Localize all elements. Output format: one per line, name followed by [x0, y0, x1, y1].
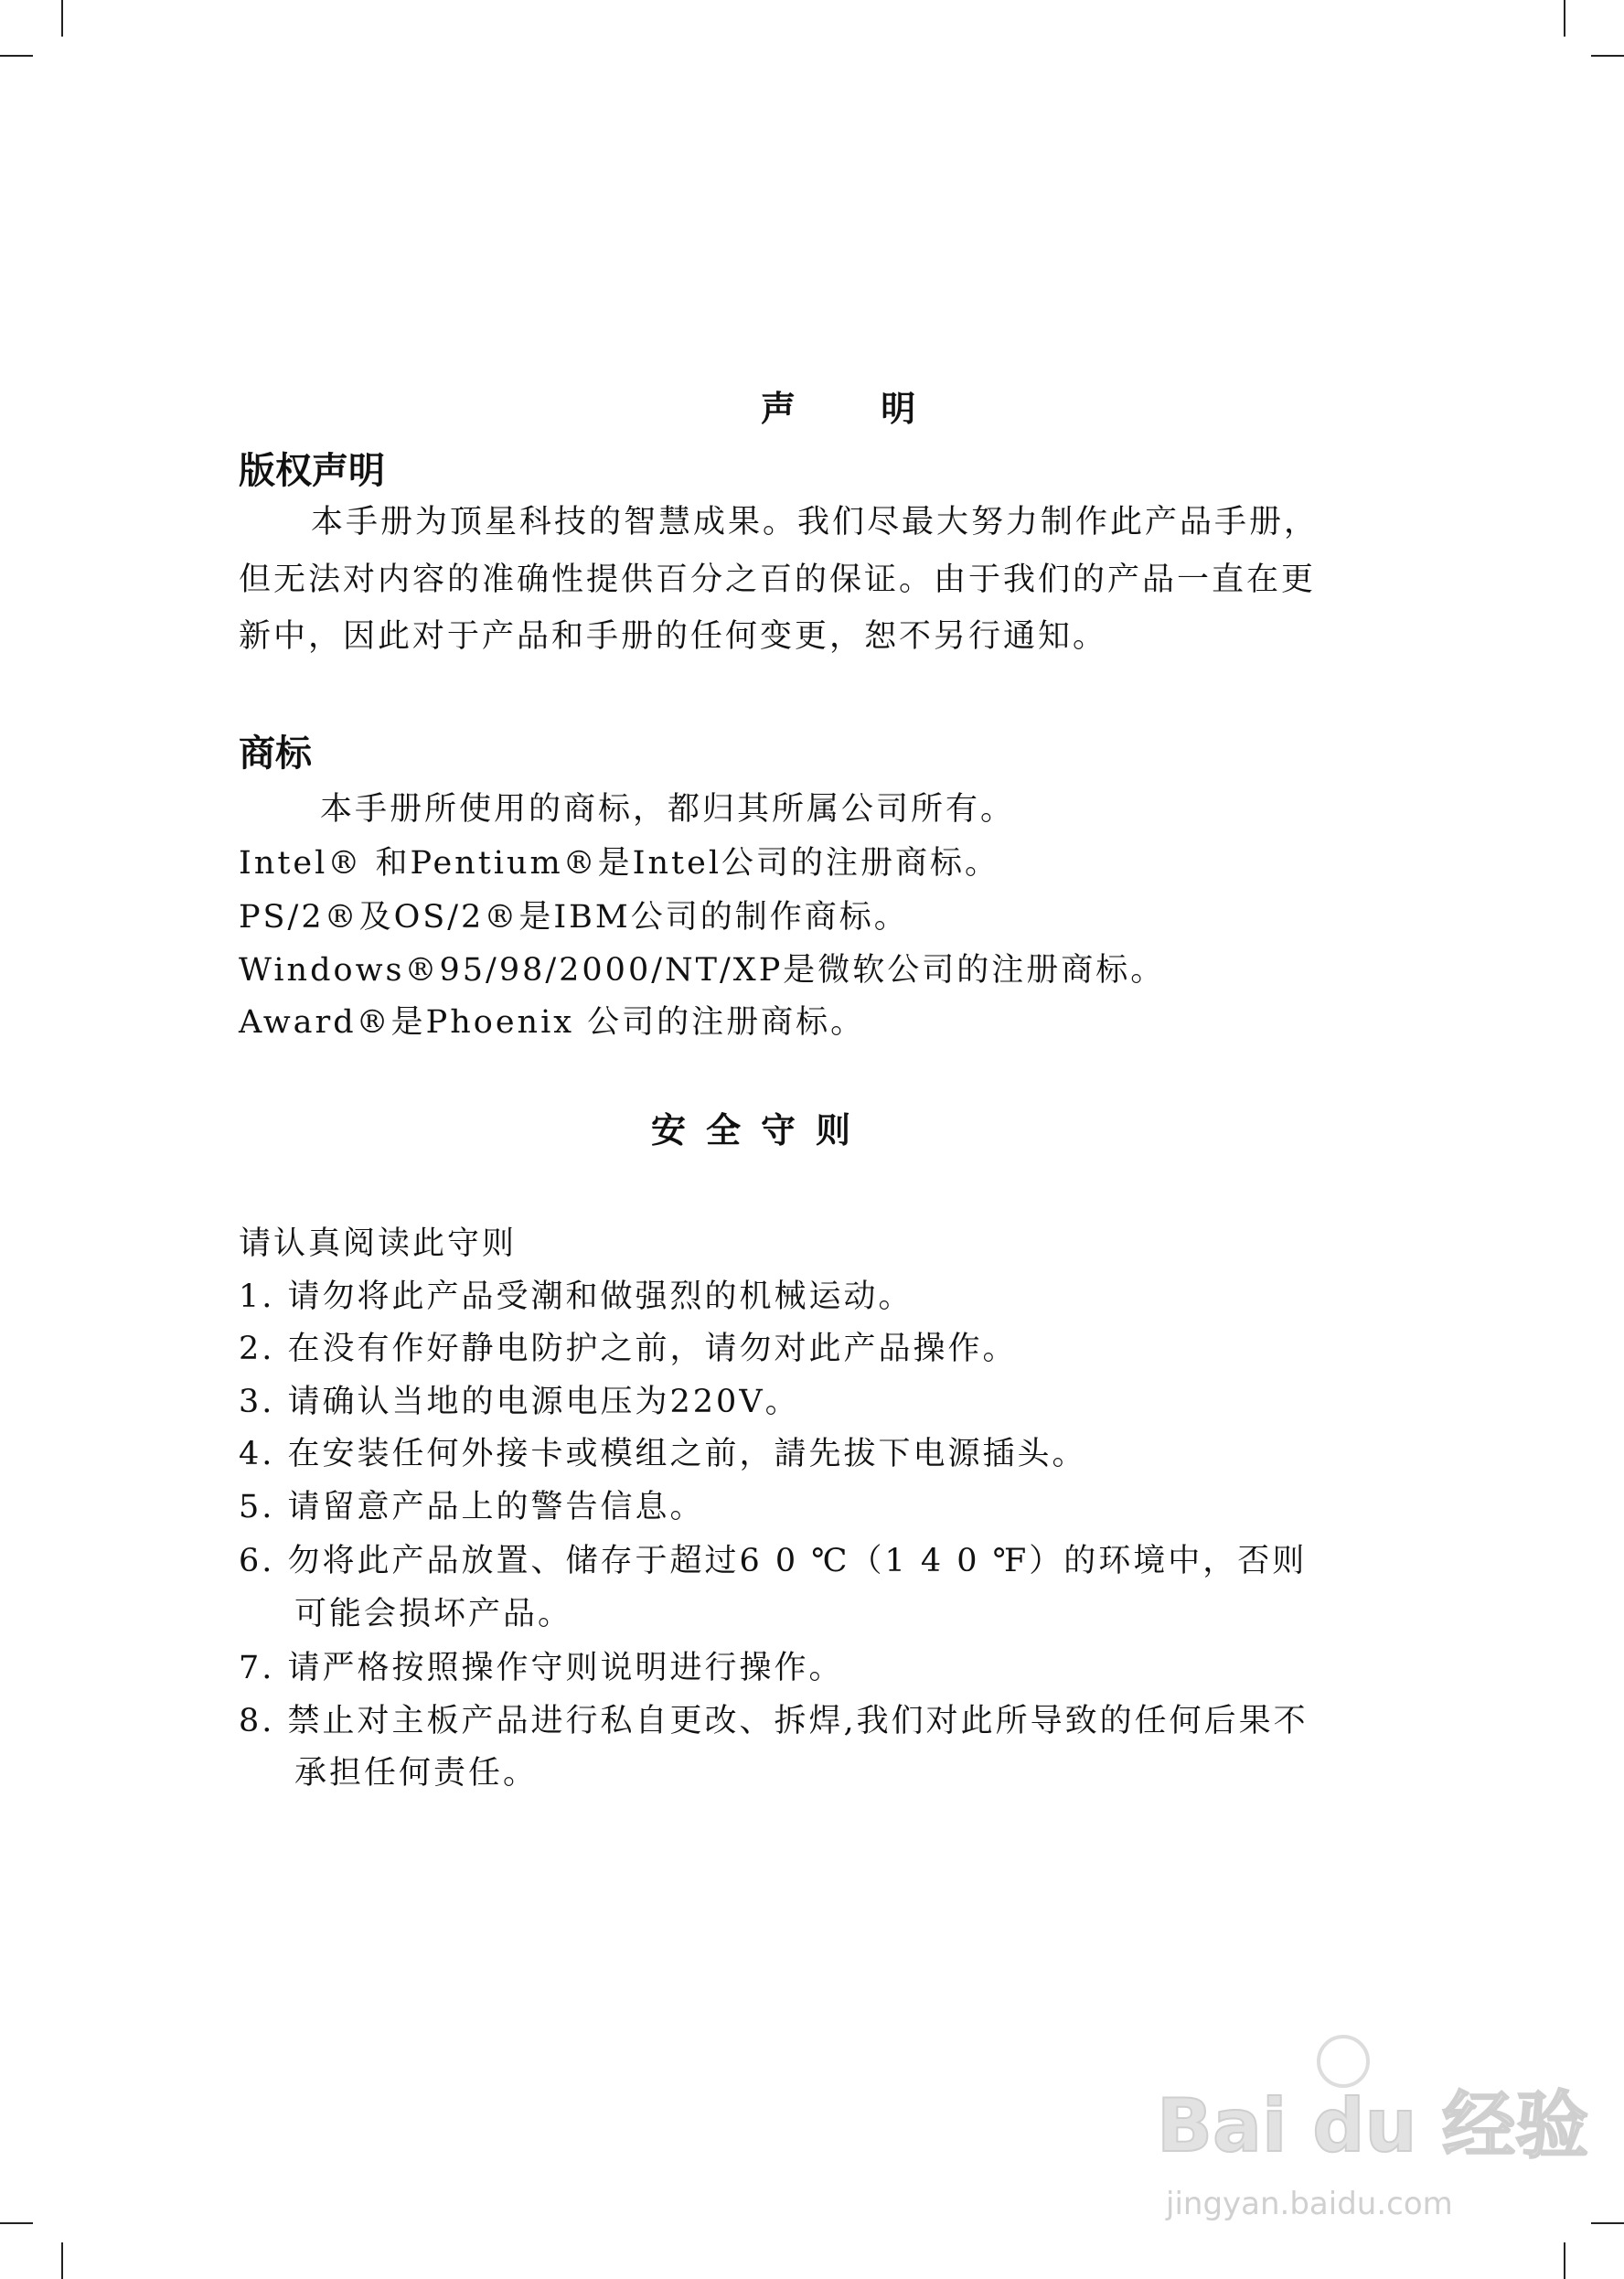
trademark-line: Award®是Phoenix 公司的注册商标。: [239, 1004, 866, 1041]
trademark-line: PS/2®及OS/2®是IBM公司的制作商标。: [239, 899, 909, 936]
trademark-heading: 商标: [239, 733, 312, 775]
paw-logo-icon: [1317, 2035, 1370, 2088]
safety-rule: 1. 请勿将此产品受潮和做强烈的机械运动。: [239, 1279, 914, 1315]
safety-rule: 4. 在安装任何外接卡或模组之前，請先拔下电源插头。: [239, 1436, 1087, 1472]
trademark-line: Windows®95/98/2000/NT/XP是微软公司的注册商标。: [239, 952, 1166, 989]
safety-rule: 2. 在没有作好静电防护之前，请勿对此产品操作。: [239, 1331, 1018, 1367]
copyright-line: 但无法对内容的准确性提供百分之百的保证。由于我们的产品一直在更: [239, 562, 1317, 598]
safety-rule-cont: 承担任何责任。: [294, 1755, 539, 1792]
copyright-line: 本手册为顶星科技的智慧成果。我们尽最大努力制作此产品手册，: [311, 504, 1320, 540]
safety-rule-cont: 可能会损坏产品。: [294, 1596, 573, 1632]
watermark-url: jingyan.baidu.com: [1166, 2186, 1453, 2222]
crop-mark: [1591, 55, 1624, 57]
trademark-line: Intel® 和Pentium®是Intel公司的注册商标。: [239, 845, 1000, 882]
safety-title: 安全守则: [651, 1110, 871, 1150]
crop-mark: [0, 2222, 33, 2224]
crop-mark: [0, 55, 33, 57]
safety-rule: 3. 请确认当地的电源电压为220V。: [239, 1384, 800, 1420]
safety-rule: 8. 禁止对主板产品进行私自更改、拆焊,我们对此所导致的任何后果不: [239, 1703, 1309, 1739]
baidu-watermark: [1157, 2035, 1589, 2236]
safety-rule: 7. 请严格按照操作守则说明进行操作。: [239, 1650, 844, 1686]
trademark-line: 本手册所使用的商标，都归其所属公司所有。: [320, 791, 1016, 828]
crop-mark: [61, 2242, 63, 2279]
safety-intro: 请认真阅读此守则: [239, 1225, 518, 1262]
copyright-line: 新中，因此对于产品和手册的任何变更，恕不另行通知。: [239, 618, 1108, 655]
safety-rule: 6. 勿将此产品放置、储存于超过6 0 ℃（1 4 0 ℉）的环境中，否则: [239, 1543, 1308, 1579]
crop-mark: [1591, 2222, 1624, 2224]
copyright-heading: 版权声明: [239, 450, 385, 492]
watermark-brand: Bai du 经验: [1157, 2083, 1589, 2168]
page-title: 声 明: [761, 389, 953, 429]
crop-mark: [1564, 0, 1565, 37]
crop-mark: [1564, 2242, 1565, 2279]
crop-mark: [61, 0, 63, 37]
safety-rule: 5. 请留意产品上的警告信息。: [239, 1489, 705, 1525]
